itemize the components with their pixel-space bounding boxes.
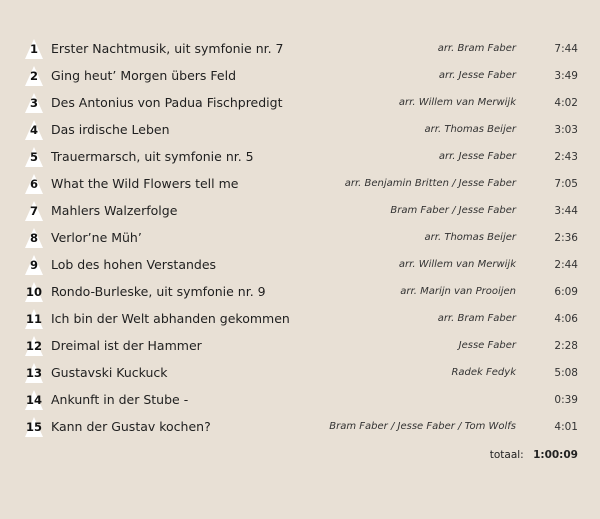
track-row — [0, 65, 600, 92]
track-duration: 4:01 — [554, 421, 578, 433]
track-duration: 5:08 — [554, 367, 578, 379]
track-number: 6 — [29, 177, 38, 191]
track-row — [0, 308, 600, 335]
track-number-badge — [24, 146, 44, 168]
track-number: 8 — [29, 231, 38, 245]
track-duration: 2:36 — [554, 232, 578, 244]
tracklist — [0, 38, 600, 443]
track-row — [0, 416, 600, 443]
track-arranger: arr. Jesse Faber — [438, 151, 516, 162]
track-number: 13 — [25, 366, 42, 380]
track-arranger: arr. Thomas Beijer — [424, 124, 516, 135]
track-title: Rondo-Burleske, uit symfonie nr. 9 — [51, 284, 266, 299]
track-duration: 2:44 — [554, 259, 578, 271]
track-number-badge — [24, 389, 44, 411]
track-duration: 6:09 — [554, 286, 578, 298]
track-row — [0, 119, 600, 146]
track-arranger: Radek Fedyk — [451, 367, 516, 378]
track-arranger: arr. Marijn van Prooijen — [400, 286, 516, 297]
track-row — [0, 146, 600, 173]
track-number: 10 — [25, 285, 42, 299]
track-duration: 4:02 — [554, 97, 578, 109]
track-title: Mahlers Walzerfolge — [51, 203, 178, 218]
track-title: Verlor’ne Müh’ — [51, 230, 142, 245]
track-duration: 7:44 — [554, 43, 578, 55]
track-duration: 3:44 — [554, 205, 578, 217]
total-label: totaal: — [489, 449, 524, 461]
track-title: Dreimal ist der Hammer — [51, 338, 202, 353]
track-title: What the Wild Flowers tell me — [51, 176, 239, 191]
track-row — [0, 254, 600, 281]
track-arranger: arr. Bram Faber — [437, 313, 516, 324]
track-duration: 4:06 — [554, 313, 578, 325]
track-number: 3 — [29, 96, 38, 110]
track-number-badge — [24, 416, 44, 438]
track-arranger: arr. Thomas Beijer — [424, 232, 516, 243]
track-row — [0, 227, 600, 254]
track-row — [0, 38, 600, 65]
track-number: 5 — [29, 150, 38, 164]
track-number: 12 — [25, 339, 42, 353]
track-row — [0, 362, 600, 389]
track-row — [0, 335, 600, 362]
track-title: Das irdische Leben — [51, 122, 170, 137]
total-value: 1:00:09 — [533, 449, 578, 461]
track-duration: 3:49 — [554, 70, 578, 82]
track-number-badge — [24, 227, 44, 249]
track-title: Ging heut’ Morgen übers Feld — [51, 68, 237, 83]
track-arranger: arr. Willem van Merwijk — [398, 259, 516, 270]
track-number-badge — [24, 335, 44, 357]
track-number-badge — [24, 92, 44, 114]
track-title: Des Antonius von Padua Fischpredigt — [51, 95, 283, 110]
total-duration — [490, 449, 578, 461]
track-duration: 2:43 — [554, 151, 578, 163]
track-duration: 2:28 — [554, 340, 578, 352]
track-number: 4 — [29, 123, 38, 137]
track-number-badge — [24, 119, 44, 141]
track-number-badge — [24, 38, 44, 60]
track-number: 1 — [29, 42, 38, 56]
track-title: Lob des hohen Verstandes — [51, 257, 217, 272]
track-duration: 0:39 — [554, 394, 578, 406]
track-row — [0, 92, 600, 119]
track-number-badge — [24, 200, 44, 222]
track-number-badge — [24, 362, 44, 384]
track-title: Trauermarsch, uit symfonie nr. 5 — [51, 149, 254, 164]
track-title: Ankunft in der Stube - — [51, 392, 189, 407]
track-number-badge — [24, 254, 44, 276]
track-title: Kann der Gustav kochen? — [51, 419, 211, 434]
track-duration: 7:05 — [554, 178, 578, 190]
track-row — [0, 281, 600, 308]
track-arranger: Jesse Faber — [458, 340, 516, 351]
track-number-badge — [24, 65, 44, 87]
track-duration: 3:03 — [554, 124, 578, 136]
track-arranger: arr. Benjamin Britten / Jesse Faber — [344, 178, 516, 189]
track-number: 7 — [29, 204, 38, 218]
track-number-badge — [24, 173, 44, 195]
track-arranger: arr. Jesse Faber — [438, 70, 516, 81]
track-number: 11 — [25, 312, 42, 326]
track-number: 15 — [25, 420, 42, 434]
track-arranger: arr. Willem van Merwijk — [398, 97, 516, 108]
track-title: Gustavski Kuckuck — [51, 365, 168, 380]
track-number: 14 — [25, 393, 42, 407]
track-arranger: arr. Bram Faber — [437, 43, 516, 54]
track-row — [0, 389, 600, 416]
track-row — [0, 200, 600, 227]
track-title: Erster Nachtmusik, uit symfonie nr. 7 — [51, 41, 284, 56]
track-arranger: Bram Faber / Jesse Faber — [390, 205, 516, 216]
track-number: 2 — [29, 69, 38, 83]
track-title: Ich bin der Welt abhanden gekommen — [51, 311, 290, 326]
track-arranger: Bram Faber / Jesse Faber / Tom Wolfs — [329, 421, 516, 432]
track-row — [0, 173, 600, 200]
track-number-badge — [24, 308, 44, 330]
track-number: 9 — [29, 258, 38, 272]
track-number-badge — [24, 281, 44, 303]
